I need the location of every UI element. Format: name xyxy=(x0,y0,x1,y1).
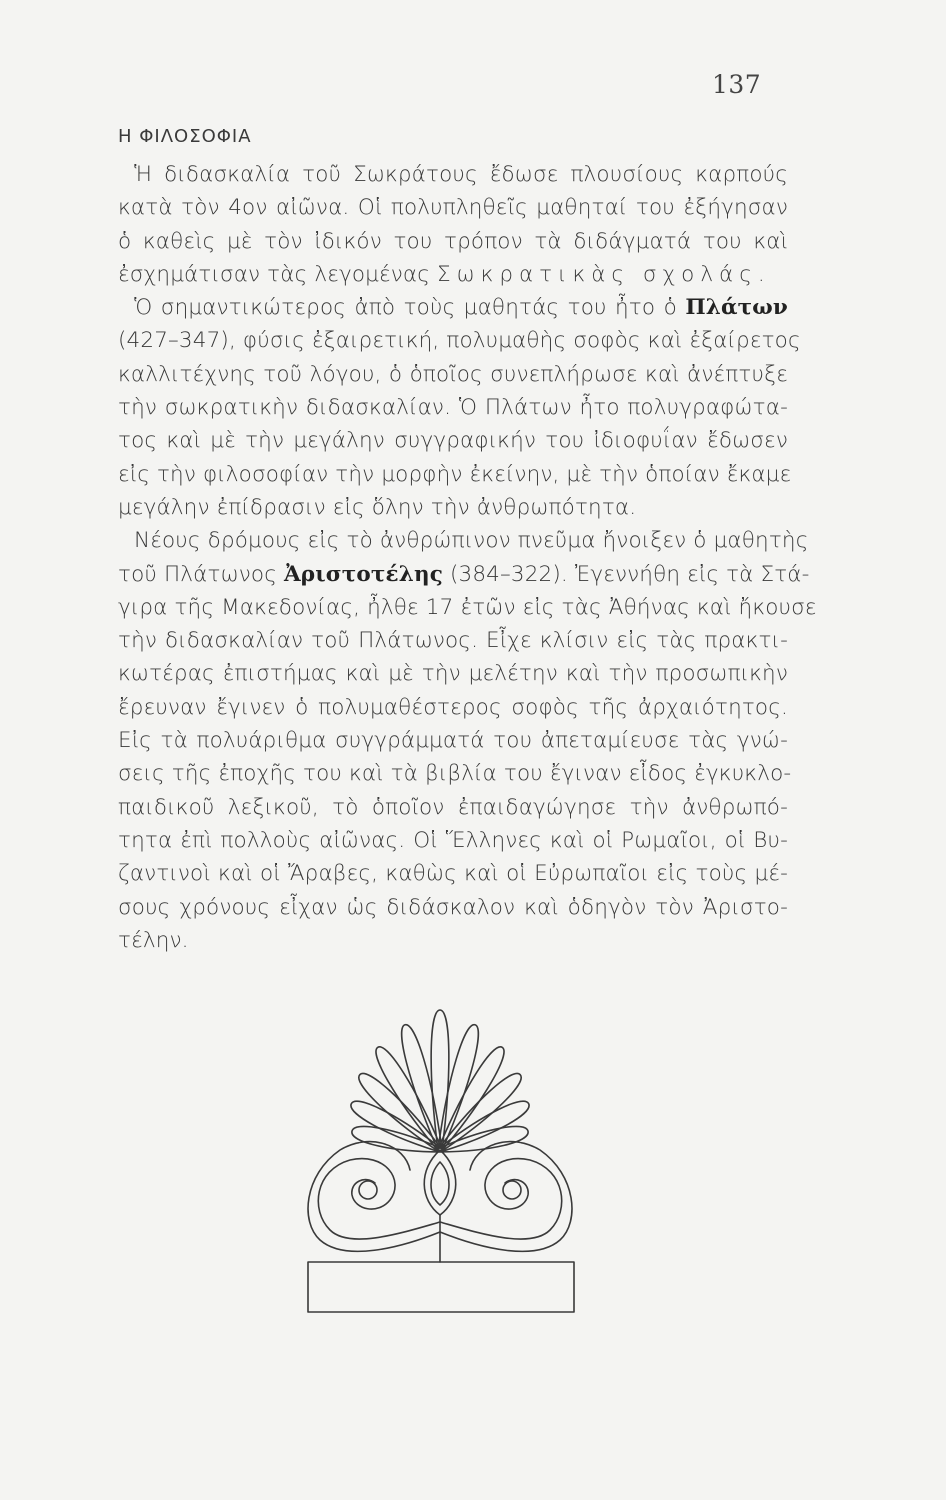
text-segment: (384–322). Ἐγεννήθη εἰς τὰ Στά- xyxy=(442,561,810,587)
text-line xyxy=(118,691,788,724)
text-segment: Ὁ σημαντικώτερος ἀπὸ τοὺς μαθητάς του ἦτο ὁ xyxy=(134,295,686,321)
left-volute xyxy=(318,1159,440,1239)
text-segment: τητα ἐπὶ πολλοὺς αἰῶνας. Οἱ Ἕλληνες καὶ οἱ Ρωμαῖοι, οἱ Βυ- xyxy=(118,827,788,853)
text-line xyxy=(118,491,788,524)
text-segment: καλλιτέχνης τοῦ λόγου, ὁ ὁποῖος συνεπλήρωσε καὶ ἀνέπτυξε xyxy=(118,361,788,387)
text-segment: Εἰς τὰ πολυάριθμα συγγράμματά του ἀπεταμίευσε τὰς γνώ- xyxy=(118,728,788,754)
text-line xyxy=(118,558,810,591)
bold-name: Ἀριστοτέλης xyxy=(283,561,443,587)
text-segment: τέλην. xyxy=(118,927,189,953)
text-segment: ἔρευναν ἔγινεν ὁ πολυμαθέστερος σοφὸς τῆς ἀρχαιότητος. xyxy=(118,694,788,720)
text-segment: ζαντινοὶ καὶ οἱ Ἄραβες, καθὼς καὶ οἱ Εὐρωπαῖοι εἰς τοὺς μέ- xyxy=(118,861,788,887)
palmette-antefix-icon xyxy=(290,1000,590,1320)
spaced-term: Σωκρατικὰς σχολάς. xyxy=(437,261,771,287)
text-segment: εἰς τὴν φιλοσοφίαν τὴν μορφὴν ἐκείνην, μὲ τὴν ὁποίαν ἔκαμε xyxy=(118,461,792,487)
text-line xyxy=(118,324,801,357)
text-segment: Νέους δρόμους εἰς τὸ ἀνθρώπινον πνεῦμα ἤνοιξεν ὁ μαθητὴς xyxy=(134,528,809,554)
text-line xyxy=(118,624,788,657)
text-line xyxy=(118,391,788,424)
text-line xyxy=(118,458,792,491)
text-segment: μεγάλην ἐπίδρασιν εἰς ὅλην τὴν ἀνθρωπότητα. xyxy=(118,494,637,520)
text-line xyxy=(118,924,788,957)
text-line xyxy=(118,591,817,624)
body-text xyxy=(118,158,817,957)
text-segment: τοῦ Πλάτωνος xyxy=(118,561,284,587)
text-line xyxy=(118,524,809,557)
text-segment: γιρα τῆς Μακεδονίας, ἦλθε 17 ἐτῶν εἰς τὰς Ἀθήνας καὶ ἤκουσε xyxy=(118,594,817,620)
text-segment: παιδικοῦ λεξικοῦ, τὸ ὁποῖον ἐπαιδαγώγησε τὴν ἀνθρωπό- xyxy=(118,794,788,820)
text-line xyxy=(118,791,788,824)
text-line xyxy=(118,857,788,890)
page-number: 137 xyxy=(712,70,762,99)
text-segment: σεις τῆς ἐποχῆς του καὶ τὰ βιβλία του ἔγιναν εἶδος ἐγκυκλο- xyxy=(118,761,792,787)
running-head: Η ΦΙΛΟΣΟΦΙΑ xyxy=(118,126,252,147)
text-line xyxy=(118,358,788,391)
right-volute xyxy=(440,1159,562,1239)
text-line xyxy=(118,191,788,224)
text-line xyxy=(118,424,788,457)
text-line xyxy=(118,258,788,291)
text-line xyxy=(118,225,788,258)
text-segment: ὁ καθεὶς μὲ τὸν ἰδικόν του τρόπον τὰ διδάγματά του καὶ xyxy=(118,228,788,254)
text-segment: ἐσχημάτισαν τὰς λεγομένας xyxy=(118,261,437,287)
text-segment: τὴν διδασκαλίαν τοῦ Πλάτωνος. Εἶχε κλίσιν εἰς τὰς πρακτι- xyxy=(118,628,788,654)
text-line xyxy=(118,891,788,924)
text-line xyxy=(118,824,788,857)
text-line xyxy=(118,724,788,757)
antefix-base xyxy=(308,1262,574,1312)
text-segment: Ἡ διδασκαλία τοῦ Σωκράτους ἔδωσε πλουσίους καρπούς xyxy=(134,162,788,187)
text-segment: (427–347), φύσις ἐξαιρετική, πολυμαθὴς σοφὸς καὶ ἐξαίρετος xyxy=(118,328,801,354)
bold-name: Πλάτων xyxy=(685,295,788,321)
text-line xyxy=(118,291,788,324)
text-segment: κατὰ τὸν 4ον αἰῶνα. Οἱ πολυπληθεῖς μαθηταί του ἐξήγησαν xyxy=(118,195,788,221)
text-segment: σους χρόνους εἶχαν ὡς διδάσκαλον καὶ ὁδηγὸν τὸν Ἀριστο- xyxy=(118,894,788,920)
text-line xyxy=(118,158,788,191)
text-line xyxy=(118,757,792,790)
text-segment: κωτέρας ἐπιστήμας καὶ μὲ τὴν μελέτην καὶ τὴν προσωπικὴν xyxy=(118,661,788,687)
text-line xyxy=(118,657,788,690)
text-segment: τος καὶ μὲ τὴν μεγάλην συγγραφικήν του ἰδιοφυΐαν ἔδωσεν xyxy=(118,428,788,454)
text-segment: τὴν σωκρατικὴν διδασκαλίαν. Ὁ Πλάτων ἦτο πολυγραφώτα- xyxy=(118,395,788,421)
